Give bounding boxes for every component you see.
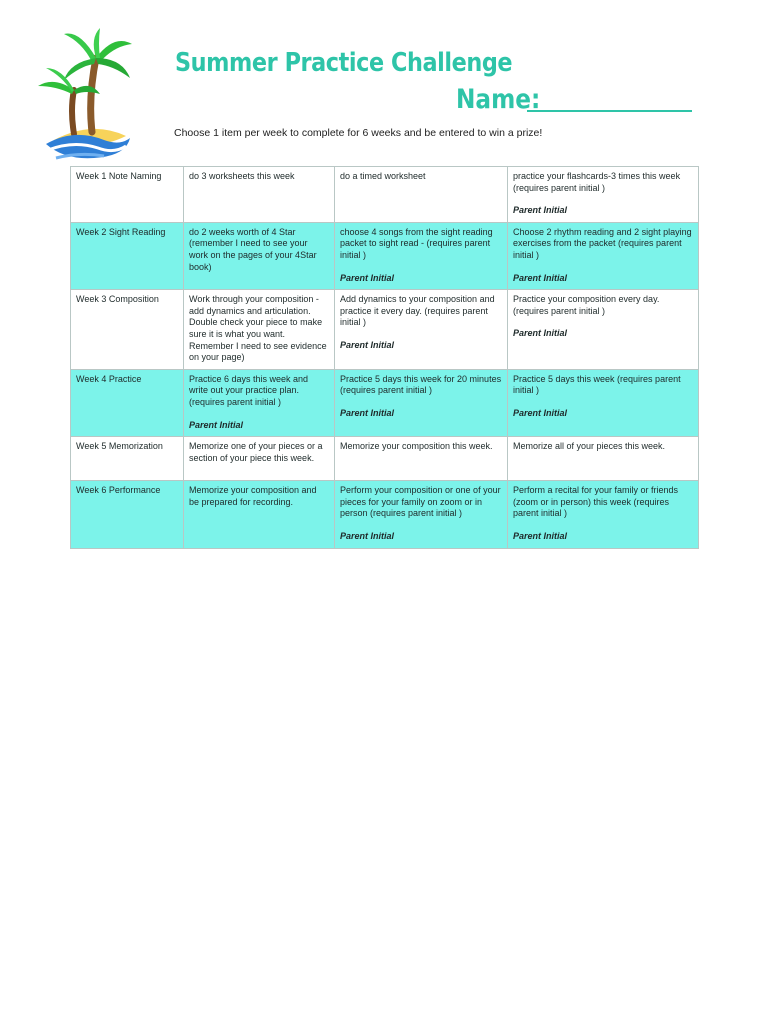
option-text: do 3 worksheets this week [189,171,295,181]
parent-initial-label[interactable]: Parent Initial [340,339,395,350]
week-label: Week 6 Performance [71,481,184,549]
name-field-line[interactable] [527,110,692,112]
parent-initial-label[interactable]: Parent Initial [340,530,395,541]
option-text: do a timed worksheet [340,171,426,181]
option-text: Practice your composition every day. (requires parent initial ) [513,294,660,316]
page-title: Summer Practice Challenge [175,48,513,78]
option-cell [508,222,699,289]
parent-initial-label[interactable]: Parent Initial [513,205,568,216]
table-row [71,481,699,549]
option-text: Memorize one of your pieces or a section of your piece this week. [189,441,323,463]
option-cell [335,290,508,370]
option-cell [508,290,699,370]
option-cell [184,481,335,549]
parent-initial-label[interactable]: Parent Initial [189,419,244,430]
option-cell [508,481,699,549]
parent-initial-label[interactable]: Parent Initial [513,530,568,541]
option-text: choose 4 songs from the sight reading packet to sight read - (requires parent initial ) [340,226,493,260]
option-text: do 2 weeks worth of 4 Star (remember I need to see your work on the pages of your 4Star book) [189,226,317,272]
option-cell [184,222,335,289]
option-cell [335,222,508,289]
option-text: Perform a recital for your family or friends (zoom or in person) this week (requires parent initial ) [513,485,679,519]
week-label: Week 2 Sight Reading [71,222,184,289]
option-text: Choose 2 rhythm reading and 2 sight playing exercises from the packet (requires parent initial ) [513,226,692,260]
table-row [71,369,699,436]
week-label: Week 4 Practice [71,369,184,436]
option-cell [184,369,335,436]
option-text: Memorize your composition this week. [340,441,493,452]
option-cell [184,167,335,223]
option-text: Work through your composition - add dynamics and articulation. Double check your piece to make sure it is what you want. Remember I need to see evidence on your page) [189,294,327,363]
name-label: Name: [456,84,541,115]
parent-initial-label[interactable]: Parent Initial [513,272,568,283]
option-text: Add dynamics to your composition and practice it every day. (requires parent initial ) [340,294,495,328]
week-label: Week 3 Composition [71,290,184,370]
table-row [71,222,699,289]
option-cell [335,437,508,481]
option-cell [335,481,508,549]
week-label: Week 5 Memorization [71,437,184,481]
palm-tree-island-icon [34,28,134,162]
table-row [71,290,699,370]
option-text: Practice 5 days this week for 20 minutes (requires parent initial ) [340,373,502,396]
option-cell [184,290,335,370]
option-text: Practice 5 days this week (requires parent initial ) [513,373,681,396]
challenge-table [70,166,699,549]
parent-initial-label[interactable]: Parent Initial [340,407,395,418]
option-cell [335,369,508,436]
week-label: Week 1 Note Naming [71,167,184,223]
option-text: practice your flashcards-3 times this week (requires parent initial ) [513,171,681,193]
option-text: Practice 6 days this week and write out your practice plan. (requires parent initial ) [189,373,309,407]
option-cell [508,437,699,481]
option-cell [184,437,335,481]
option-text: Memorize all of your pieces this week. [513,441,666,452]
parent-initial-label[interactable]: Parent Initial [513,407,568,418]
table-row [71,167,699,223]
option-cell [508,167,699,223]
parent-initial-label[interactable]: Parent Initial [513,328,568,339]
table-row [71,437,699,481]
instructions-text: Choose 1 item per week to complete for 6 weeks and be entered to win a prize! [174,127,543,139]
parent-initial-label[interactable]: Parent Initial [340,272,395,283]
option-cell [335,167,508,223]
option-text: Memorize your composition and be prepared for recording. [189,485,317,507]
option-text: Perform your composition or one of your pieces for your family on zoom or in person (requires parent initial ) [340,485,501,519]
option-cell [508,369,699,436]
